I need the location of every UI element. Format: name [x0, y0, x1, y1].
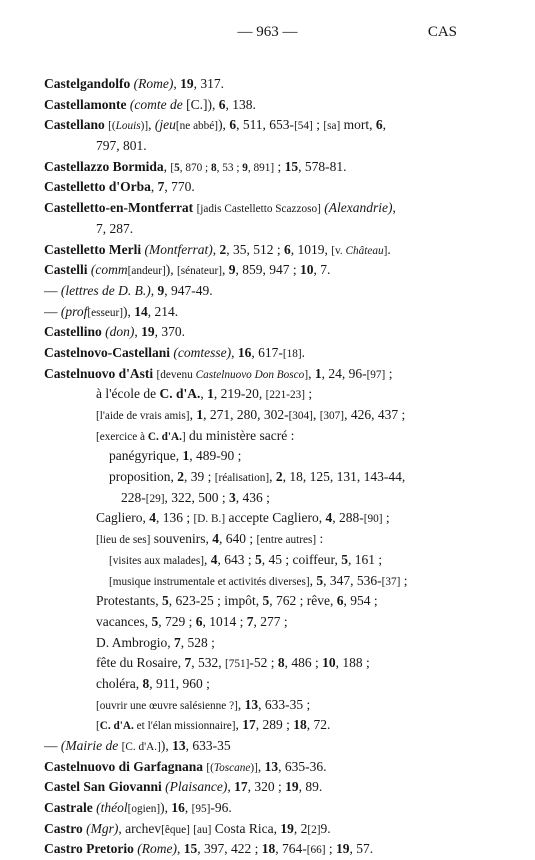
index-line: [l'aide de vrais amis], 1, 271, 280, 302-[304], [307], 426, 437 ; [96, 407, 406, 422]
index-line: Castelletto-en-Montferrat [jadis Castelletto Scazzoso] (Alexandrie), [44, 200, 396, 216]
index-line: Castellamonte (comte de [C.]), 6, 138. [44, 96, 256, 112]
index-line: [lieu de ses] souvenirs, 4, 640 ; [entre autres] : [96, 531, 324, 547]
index-line: Castel San Giovanni (Plaisance), 17, 320 ; 19, 89. [44, 779, 323, 795]
index-line: [exercice à C. d'A.] du ministère sacré : [96, 427, 295, 443]
index-line: 7, 287. [96, 220, 134, 236]
index-line: D. Ambrogio, 7, 528 ; [96, 634, 215, 650]
index-line: Cagliero, 4, 136 ; [D. B.] accepte Cagliero, 4, 288-[90] ; [96, 510, 390, 526]
index-line: Castellazzo Bormida, [5, 870 ; 8, 53 ; 9, 891] ; 15, 578-81. [44, 158, 347, 174]
index-line: 797, 801. [96, 138, 147, 154]
index-line: Castellino (don), 19, 370. [44, 324, 186, 340]
index-line: 228-[29], 322, 500 ; 3, 436 ; [121, 489, 270, 505]
index-line: Castelletto d'Orba, 7, 770. [44, 179, 195, 195]
index-entries [44, 74, 489, 860]
index-line: Castro Pretorio (Rome), 15, 397, 422 ; 18, 764-[66] ; 19, 57. [44, 841, 374, 857]
index-line: — (lettres de D. B.), 9, 947-49. [44, 282, 213, 298]
index-line: Protestants, 5, 623-25 ; impôt, 5, 762 ; rêve, 6, 954 ; [96, 593, 378, 609]
index-line: proposition, 2, 39 ; [réalisation], 2, 18, 125, 131, 143-44, [109, 469, 406, 485]
index-line: [musique instrumentale et activités diverses], 5, 347, 536-[37] ; [109, 572, 408, 588]
index-line: Castro (Mgr), archev[êque] [au] Costa Rica, 19, 2[2]9. [44, 820, 331, 836]
index-line: — (prof[esseur]), 14, 214. [44, 303, 179, 319]
index-line: Castelli (comm[andeur]), [sénateur], 9, 859, 947 ; 10, 7. [44, 262, 331, 278]
page-number: — 963 — [237, 24, 298, 40]
index-line: [ouvrir une œuvre salésienne ?], 13, 633-35 ; [96, 696, 311, 712]
index-line: panégyrique, 1, 489-90 ; [109, 448, 242, 464]
index-line: Castelnuovo di Garfagnana [(Toscane)], 13, 635-36. [44, 758, 327, 774]
index-line: à l'école de C. d'A., 1, 219-20, [221-23] ; [96, 386, 313, 402]
page-header [0, 24, 535, 44]
index-line: fête du Rosaire, 7, 532, [751]-52 ; 8, 486 ; 10, 188 ; [96, 655, 370, 671]
index-line: Castelgandolfo (Rome), 19, 317. [44, 76, 224, 91]
index-line: Castellano [(Louis)], (jeu[ne abbé]), 6, 511, 653-[54] ; [sa] mort, 6, [44, 117, 386, 133]
index-line: Castrale (théol[ogien]), 16, [95]-96. [44, 800, 232, 816]
running-head: CAS [427, 24, 457, 40]
index-line: choléra, 8, 911, 960 ; [96, 675, 210, 691]
index-line: Castelletto Merli (Montferrat), 2, 35, 512 ; 6, 1019, [v. Château]. [44, 241, 391, 257]
index-line: — (Mairie de [C. d'A.]), 13, 633-35 [44, 738, 231, 753]
index-line: [visites aux malades], 4, 643 ; 5, 45 ; coiffeur, 5, 161 ; [109, 551, 383, 567]
index-line: Castelnovo-Castellani (comtesse), 16, 617-[18]. [44, 344, 305, 360]
index-line: Castelnuovo d'Asti [devenu Castelnuovo Don Bosco], 1, 24, 96-[97] ; [44, 365, 393, 381]
index-line: vacances, 5, 729 ; 6, 1014 ; 7, 277 ; [96, 613, 288, 629]
index-line: [C. d'A. et l'élan missionnaire], 17, 289 ; 18, 72. [96, 717, 331, 733]
